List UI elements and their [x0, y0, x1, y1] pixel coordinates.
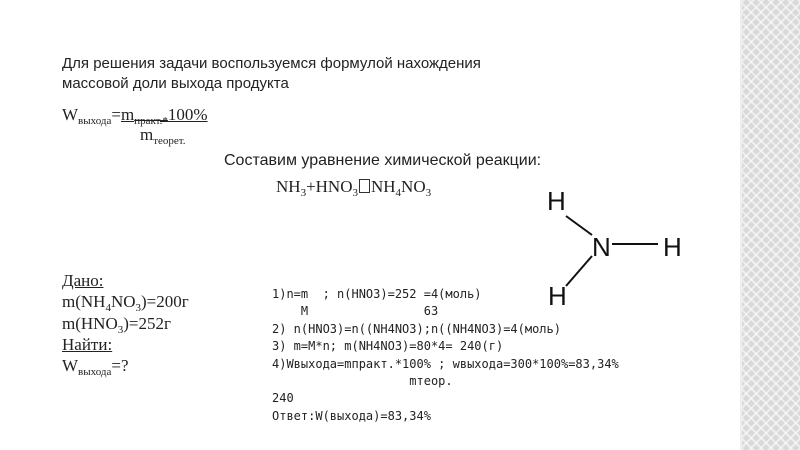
eq-part-2: +HNO	[306, 177, 353, 196]
given-2s: 3	[117, 323, 124, 336]
formula-w: W	[62, 105, 79, 124]
given-1a: m(NH	[62, 292, 106, 312]
given-section	[62, 270, 189, 376]
given-line-1	[62, 291, 189, 315]
intro-line-2: массовой доли выхода продукта	[62, 75, 289, 93]
given-1c: )=200г	[141, 292, 189, 312]
eq-sub-2: 3	[352, 187, 358, 199]
solution-steps	[272, 286, 619, 425]
given-2b: )=252г	[123, 313, 171, 333]
formula-denominator-sub: теорет.	[153, 135, 186, 147]
yield-formula	[62, 104, 208, 126]
formula-numerator	[120, 105, 208, 127]
atom-h-bottom: H	[548, 281, 567, 311]
intro-text	[62, 54, 481, 95]
find-w: W	[62, 356, 79, 375]
formula-denominator	[140, 124, 186, 146]
formula-denominator-m: m	[140, 125, 154, 144]
atom-h-right: H	[663, 232, 682, 262]
sidebar-divider	[740, 0, 742, 450]
formula-numerator-sub: практ.*	[134, 115, 168, 127]
eq-part-4: NO	[401, 177, 426, 196]
formula-numerator-m: m	[120, 105, 135, 124]
given-line-2	[62, 313, 189, 334]
atom-n: N	[592, 232, 611, 262]
find-line	[62, 355, 189, 376]
decorative-sidebar	[742, 0, 800, 450]
find-sub: выхода	[78, 366, 112, 378]
given-title: Дано:	[62, 271, 104, 290]
atom-h-top: H	[547, 186, 566, 216]
find-title: Найти:	[62, 334, 113, 354]
solution-line-1: 1)n=m ; n(HNO3)=252 =4(моль)	[272, 287, 482, 301]
find-q: =?	[111, 356, 129, 375]
reaction-equation	[276, 176, 431, 198]
intro-line-1: Для решения задачи воспользуемся формулой нахождения	[62, 55, 481, 72]
eq-sub-3: 4	[395, 187, 402, 199]
bond-bottom	[566, 256, 592, 286]
solution-line-4: 4)Wвыхода=mпракт.*100% ; wвыхода=300*100%=83,34%	[272, 356, 619, 371]
given-1b: NO	[110, 292, 136, 312]
given-1s2: 3	[135, 302, 142, 315]
eq-sub-1: 3	[300, 187, 307, 199]
bond-top	[566, 216, 592, 235]
formula-percent: 100%	[167, 105, 208, 124]
reaction-heading: Составим уравнение химической реакции:	[224, 152, 542, 169]
given-2a: m(HNO	[62, 313, 118, 333]
solution-line-1b: M 63	[272, 304, 439, 319]
solution-line-4b: mтеор.	[272, 373, 453, 388]
eq-part-1: NH	[276, 177, 301, 196]
eq-arrow-box-icon	[359, 179, 370, 193]
solution-line-5: 240	[272, 391, 294, 406]
formula-eq: =	[111, 105, 121, 124]
solution-line-2: 2) n(HNO3)=n((NH4NO3);n((NH4NO3)=4(моль)	[272, 321, 561, 336]
solution-line-3: 3) m=M*n; m(NH4NO3)=80*4= 240(г)	[272, 339, 504, 354]
formula-w-sub: выхода	[78, 115, 112, 127]
given-1s1: 4	[105, 302, 111, 315]
eq-sub-4: 3	[425, 187, 432, 199]
solution-answer: Ответ:W(выхода)=83,34%	[272, 408, 431, 423]
eq-part-3: NH	[370, 177, 396, 196]
